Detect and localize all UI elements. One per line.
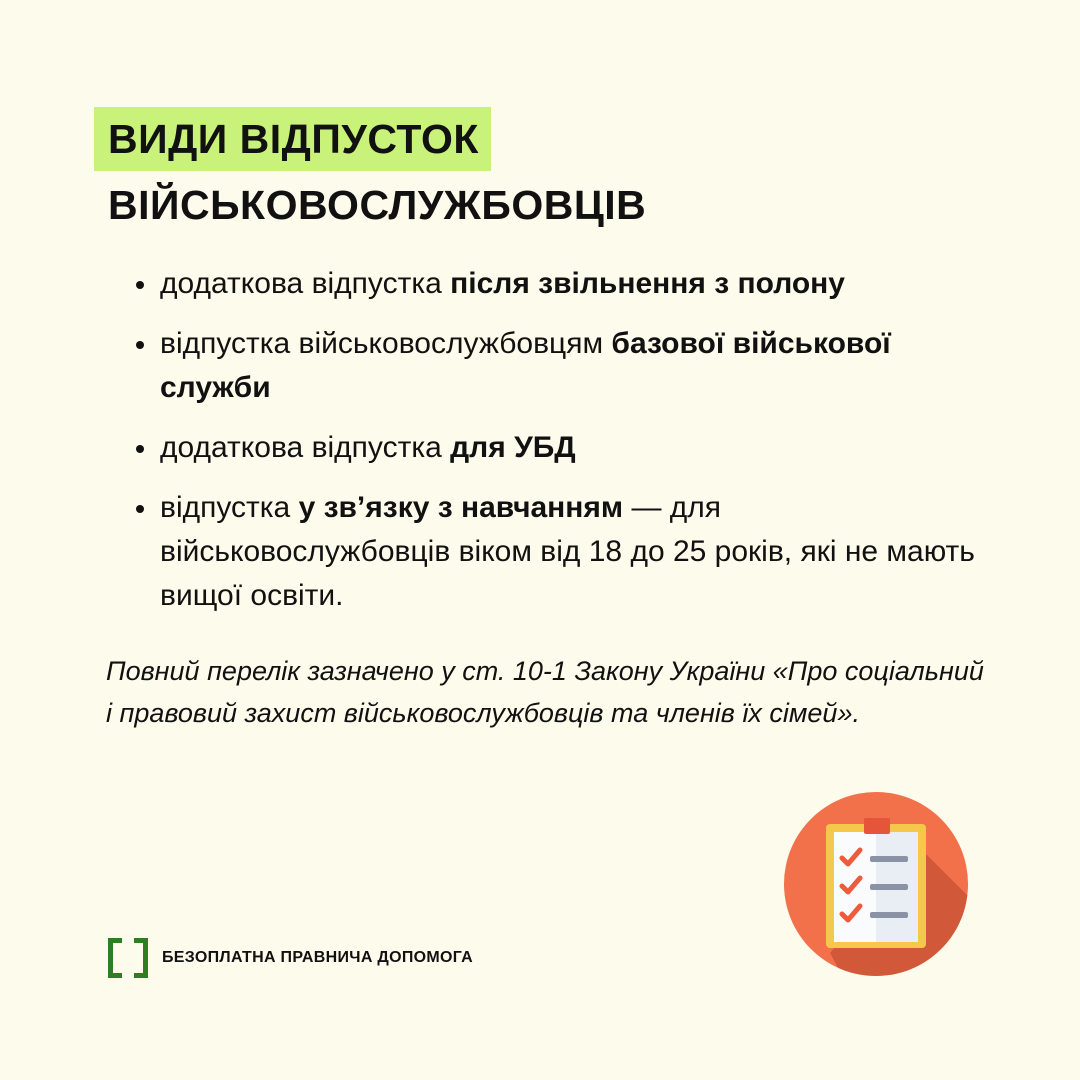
bullet-dot [136, 281, 144, 289]
list-item-bold: після звільнення з полону [450, 267, 845, 300]
list-item-tail: — для військовослужбовців віком від 18 до 25 років, які не мають вищої освіти. [160, 491, 975, 612]
list-item-text: додаткова відпустка [160, 267, 451, 300]
brand-name: БЕЗОПЛАТНА ПРАВНИЧА ДОПОМОГА [162, 949, 473, 966]
list-item-text: відпустка військовослужбовцям [160, 327, 612, 360]
right-bracket-icon [134, 938, 148, 978]
list-item-bold: у зв’язку з навчанням [298, 491, 624, 524]
title-highlighted-line: ВИДИ ВІДПУСТОК [94, 107, 491, 171]
left-bracket-icon [108, 938, 122, 978]
list-item [136, 322, 996, 410]
leave-types-list [136, 262, 996, 634]
list-item [136, 426, 996, 470]
bullet-dot [136, 445, 144, 453]
page-title [94, 107, 646, 231]
footer-brand [108, 938, 473, 978]
list-item-bold: базової військової служби [160, 327, 891, 404]
bullet-dot [136, 341, 144, 349]
list-item [136, 486, 996, 618]
list-item-text: відпустка [160, 491, 299, 524]
title-second-line: ВІЙСЬКОВОСЛУЖБОВЦІВ [108, 182, 647, 228]
bullet-dot [136, 505, 144, 513]
brand-logo [108, 938, 148, 978]
list-item-bold: для УБД [450, 431, 576, 464]
clipboard-checklist-icon [780, 788, 980, 988]
list-item [136, 262, 996, 306]
list-item-text: додаткова відпустка [160, 431, 451, 464]
law-reference-note: Повний перелік зазначено у ст. 10-1 Закону України «Про соціальний і правовий захист військовослужбовців та членів їх сімей». [106, 656, 984, 728]
